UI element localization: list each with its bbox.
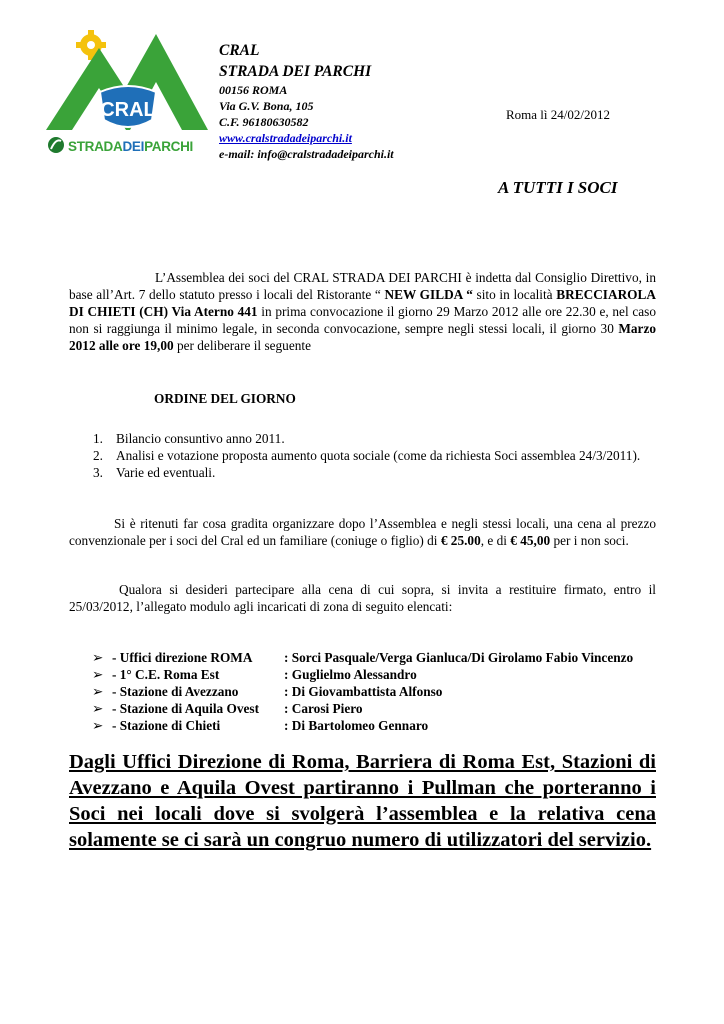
logo-sub-a: STRADA: [68, 139, 123, 154]
list-item: ➢ - Stazione di Chieti : Di Bartolomeo Gennaro: [92, 718, 429, 733]
postcode-city: 00156 ROMA: [219, 83, 288, 97]
logo-text: CRAL: [100, 99, 156, 121]
street-address: Via G.V. Bona, 105: [219, 99, 314, 113]
list-item: 1. Bilancio consuntivo anno 2011.: [93, 431, 285, 446]
arrow-bullet-icon: ➢: [92, 667, 104, 682]
list-item: ➢ - Stazione di Avezzano : Di Giovambattista Alfonso: [92, 684, 443, 699]
list-item: ➢ - Uffici direzione ROMA : Sorci Pasquale/Verga Gianluca/Di Girolamo Fabio Vincenzo: [92, 650, 634, 665]
list-item: ➢ - Stazione di Aquila Ovest : Carosi Piero: [92, 701, 363, 716]
website-link[interactable]: www.cralstradadeiparchi.it: [219, 131, 352, 145]
agenda-title: ORDINE DEL GIORNO: [154, 391, 296, 406]
svg-text:STRADADEIPARCHI: [68, 139, 193, 154]
greeting: A TUTTI I SOCI: [498, 178, 618, 197]
agenda-list: [93, 430, 656, 481]
letterhead: [219, 40, 394, 162]
date-line: Roma lì 24/02/2012: [506, 107, 610, 122]
list-item: ➢ - 1° C.E. Roma Est : Guglielmo Alessandro: [92, 667, 417, 682]
list-item: 3. Varie ed eventuali.: [93, 465, 216, 480]
arrow-bullet-icon: ➢: [92, 650, 104, 665]
zone-contacts-list: [92, 649, 633, 734]
org-name: CRAL: [219, 42, 260, 59]
logo-sub-b: DEI: [122, 139, 145, 154]
dinner-paragraph: Si è ritenuti far cosa gradita organizzare dopo l’Assemblea e negli stessi locali, una cena al prezzo convenzionale per i soci del Cral ed un familiare (coniuge o figlio) di € 25.00, e di € 45,00 per i non soci.: [69, 516, 656, 548]
arrow-bullet-icon: ➢: [92, 684, 104, 699]
tax-code: C.F. 96180630582: [219, 115, 309, 129]
arrow-bullet-icon: ➢: [92, 701, 104, 716]
logo-sub-c: PARCHI: [144, 139, 194, 154]
arrow-bullet-icon: ➢: [92, 718, 104, 733]
org-full-name: STRADA DEI PARCHI: [219, 63, 372, 80]
email-line: e-mail: info@cralstradadeiparchi.it: [219, 147, 394, 161]
bus-notice: Dagli Uffici Direzione di Roma, Barriera di Roma Est, Stazioni di Avezzano e Aquila Ovest partiranno i Pullman che porteranno i Soci nei locali dove si svolgerà l’assemblea e la relativa cena solamente se ci sarà un congruo numero di utilizzatori del servizio.: [69, 751, 656, 851]
participation-paragraph: Qualora si desideri partecipare alla cena di cui sopra, si invita a restituire firmato, entro il 25/03/2012, l’allegato modulo agli incaricati di zona di seguito elencati:: [69, 582, 656, 614]
list-item: 2. Analisi e votazione proposta aumento quota sociale (come da richiesta Soci assemblea 24/3/2011).: [93, 448, 641, 463]
cral-logo: [44, 30, 210, 160]
intro-paragraph: L’Assemblea dei soci del CRAL STRADA DEI PARCHI è indetta dal Consiglio Direttivo, in base all’Art. 7 dello statuto presso i locali del Ristorante “ NEW GILDA “ sito in località BRECCIAROLA DI CHIETI (CH) Via Aterno 441 in prima convocazione il giorno 29 Marzo 2012 alle ore 22.30 e, nel caso non si raggiunga il minimo legale, in seconda convocazione, sempre negli stessi locali, il giorno 30 Marzo 2012 alle ore 19,00 per deliberare il seguente: [69, 270, 656, 353]
